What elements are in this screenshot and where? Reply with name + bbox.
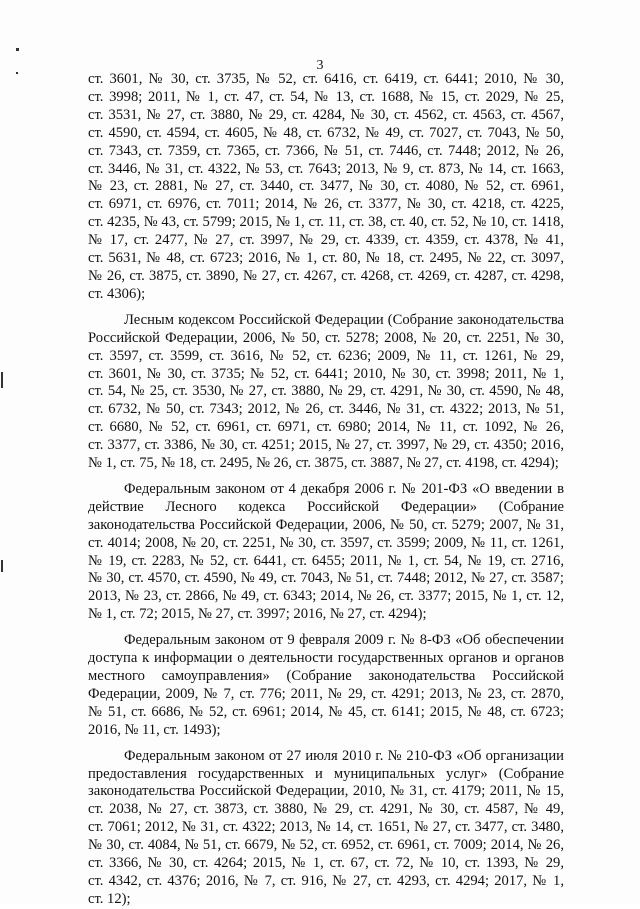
text-line: ст. 4590, ст. 4594, ст. 4605, № 48, ст. 6732, № 49, ст. 7027, ст. 7043, № 50, [88, 124, 564, 141]
paragraph [88, 473, 564, 624]
text-line: ст. 2038, № 27, ст. 3873, ст. 3880, № 29, ст. 4291, № 30, ст. 4587, № 49, [88, 801, 564, 818]
text-line: ст. 6732, № 50, ст. 7343; 2012, № 26, ст. 3446, № 31, ст. 4322; 2013, № 51, [88, 401, 564, 418]
text-line: ст. 3601, № 30, ст. 3735; № 52, ст. 6441; 2010, № 30, ст. 3998; 2011, № 1, [88, 365, 564, 382]
text-line: ст. 4306); [88, 285, 146, 302]
text-line: Федеральным законом от 4 декабря 2006 г. № 201-ФЗ «О введении в [124, 480, 564, 497]
text-line: ст. 4235, № 43, ст. 5799; 2015, № 1, ст. 11, ст. 38, ст. 40, ст. 52, № 10, ст. 1418, [88, 214, 564, 231]
text-line: ст. 7343, ст. 7359, ст. 7365, ст. 7366, № 51, ст. 7446, ст. 7448; 2012, № 26, [88, 142, 564, 159]
text-line: местного самоуправления» (Собрание законодательства Российской [88, 668, 564, 684]
text-line: доступа к информации о деятельности государственных органов и органов [88, 650, 564, 667]
text-line: Лесным кодексом Российской Федерации (Собрание законодательства [124, 311, 564, 328]
page-number: 3 [316, 58, 324, 73]
text-line: ст. 3531, № 27, ст. 3880, № 29, ст. 4284, № 30, ст. 4562, ст. 4563, ст. 4567, [88, 106, 564, 123]
text-line: 2013, № 23, ст. 2866, № 49, ст. 6343; 2014, № 26, ст. 3377; 2015, № 1, ст. 12, [88, 588, 564, 605]
text-line: законодательства Российской Федерации, 2006, № 50, ст. 5279; 2007, № 31, [88, 516, 564, 533]
text-line: Федеральным законом от 9 февраля 2009 г. № 8-ФЗ «Об обеспечении [124, 632, 564, 649]
text-line: ст. 5631, № 48, ст. 6723; 2016, № 1, ст. 80, № 18, ст. 2495, № 22, ст. 3097, [88, 250, 564, 267]
document-body [88, 71, 564, 909]
scan-artifact-dot [16, 48, 19, 51]
paragraph [88, 71, 564, 304]
text-line: ст. 6971, ст. 6976, ст. 7011; 2014, № 26, ст. 3377, № 30, ст. 4218, ст. 4225, [88, 196, 564, 213]
text-line: ст. 54, № 25, ст. 3530, № 27, ст. 3880, № 29, ст. 4291, № 30, ст. 4590, № 48, [88, 383, 564, 400]
paragraph [88, 624, 564, 739]
text-line: ст. 4014; 2008, № 20, ст. 2251, № 30, ст. 3597, ст. 3599; 2009, № 11, ст. 1261, [88, 534, 564, 551]
paragraph-spacing [88, 304, 564, 312]
text-line: № 30, ст. 4570, ст. 4590, № 49, ст. 7043, № 51, ст. 7448; 2012, № 27, ст. 3587; [88, 570, 564, 587]
text-line: ст. 3377, ст. 3386, № 30, ст. 4251; 2015, № 27, ст. 3997, № 29, ст. 4350; 2016, [88, 437, 564, 454]
text-line: ст. 3601, № 30, ст. 3735, № 52, ст. 6416, ст. 6419, ст. 6441; 2010, № 30, [88, 71, 564, 87]
text-line: ст. 12); [88, 890, 131, 907]
text-line: № 1, ст. 75, № 18, ст. 2495, № 26, ст. 3875, ст. 3887, № 27, ст. 4198, ст. 4294); [88, 455, 559, 472]
text-line: № 19, ст. 2283, № 52, ст. 6441, ст. 6455; 2011, № 1, ст. 54, № 19, ст. 2716, [88, 552, 564, 569]
text-line: ст. 3998; 2011, № 1, ст. 47, ст. 54, № 13, ст. 1688, № 15, ст. 2029, № 25, [88, 88, 564, 105]
text-line: № 26, ст. 3875, ст. 3890, № 27, ст. 4267, ст. 4268, ст. 4269, ст. 4287, ст. 4298, [88, 267, 564, 284]
paragraph-spacing [88, 473, 564, 481]
paragraph [88, 740, 564, 909]
text-line: № 1, ст. 72; 2015, № 27, ст. 3997; 2016, № 27, ст. 4294); [88, 606, 427, 623]
text-line: № 17, ст. 2477, № 27, ст. 3997, № 29, ст. 4339, ст. 4359, ст. 4378, № 41, [88, 232, 564, 249]
text-line: ст. 4342, ст. 4376; 2016, № 7, ст. 916, № 27, ст. 4293, ст. 4294; 2017, № 1, [88, 872, 564, 889]
text-line: Федеральным законом от 27 июля 2010 г. № 210-ФЗ «Об организации [124, 747, 564, 764]
scan-artifact-mark [1, 560, 3, 572]
text-line: № 30, ст. 4084, № 51, ст. 6679, № 52, ст. 6952, ст. 6961, ст. 7009; 2014, № 26, [88, 837, 564, 854]
text-line: 2016, № 11, ст. 1493); [88, 721, 221, 738]
text-line: ст. 3446, № 31, ст. 4322, № 53, ст. 7643; 2013, № 9, ст. 873, № 14, ст. 1663, [88, 160, 564, 177]
paragraph-spacing [88, 740, 564, 748]
text-line: № 51, ст. 6686, № 52, ст. 6961; 2014, № 45, ст. 6141; 2015, № 48, ст. 6723; [88, 703, 564, 720]
text-line: ст. 3366, № 30, ст. 4264; 2015, № 1, ст. 67, ст. 72, № 10, ст. 1393, № 29, [88, 855, 564, 872]
text-line: предоставления государственных и муниципальных услуг» (Собрание [88, 765, 564, 782]
text-line: ст. 7061; 2012, № 31, ст. 4322; 2013, № 14, ст. 1651, № 27, ст. 3477, ст. 3480, [88, 819, 564, 836]
text-line: ст. 6680, № 52, ст. 6961, ст. 6971, ст. 6980; 2014, № 11, ст. 1092, № 26, [88, 419, 564, 436]
text-line: № 23, ст. 2881, № 27, ст. 3440, ст. 3477, № 30, ст. 4080, № 52, ст. 6961, [88, 178, 564, 195]
text-line: законодательства Российской Федерации, 2010, № 31, ст. 4179; 2011, № 15, [88, 783, 564, 800]
paragraph [88, 304, 564, 473]
scan-artifact-mark [1, 372, 3, 388]
text-line: Российской Федерации, 2006, № 50, ст. 5278; 2008, № 20, ст. 2251, № 30, [88, 329, 564, 346]
text-line: Федерации, 2009, № 7, ст. 776; 2011, № 29, ст. 4291; 2013, № 23, ст. 2870, [88, 685, 564, 702]
text-line: действие Лесного кодекса Российской Федерации» (Собрание [88, 498, 564, 515]
text-line: ст. 3597, ст. 3599, ст. 3616, № 52, ст. 6236; 2009, № 11, ст. 1261, № 29, [88, 347, 564, 364]
paragraph-spacing [88, 624, 564, 632]
